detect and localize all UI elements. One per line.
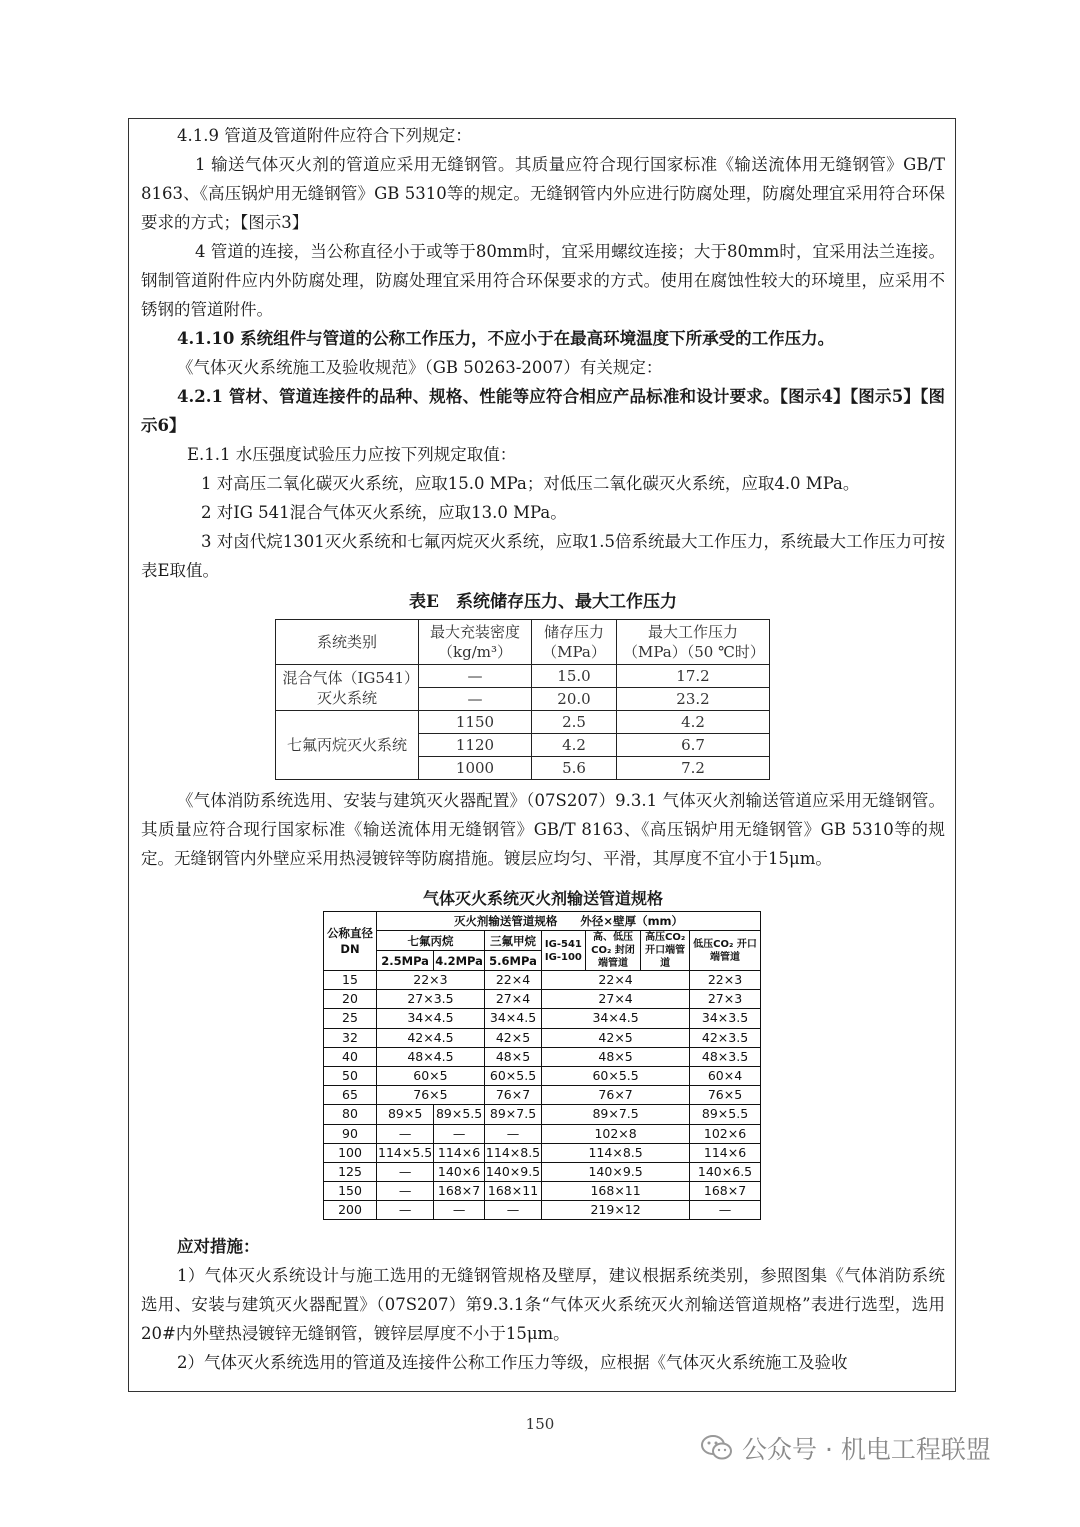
table-cell: — [434, 1124, 485, 1143]
table-header: 5.6MPa [484, 951, 541, 971]
table-cell: — [377, 1201, 434, 1220]
clause-4-1-10: 4.1.10 系统组件与管道的公称工作压力，不应小于在最高环境温度下所承受的工作压力。 [177, 329, 835, 348]
table-row [324, 971, 761, 990]
table-cell: 1150 [419, 711, 532, 734]
table-cell: 2.5 [532, 711, 617, 734]
table-cell: 22×3 [377, 971, 485, 990]
measures-heading: 应对措施： [177, 1237, 260, 1257]
table-cell: 114×8.5 [542, 1143, 690, 1162]
page-content [141, 121, 945, 1377]
table-cell: 89×5.5 [434, 1105, 485, 1124]
table-cell: 34×3.5 [690, 1009, 761, 1028]
table-cell: 42×5 [542, 1028, 690, 1047]
table-cell: 7.2 [617, 757, 770, 780]
table-header: 高压CO₂ 开口端管道 [641, 931, 690, 971]
clause-4-1-9: 4.1.9 管道及管道附件应符合下列规定： [177, 126, 472, 145]
table-cell: 1000 [419, 757, 532, 780]
pipe-spec-table [323, 911, 761, 1220]
table-cell: 89×7.5 [542, 1105, 690, 1124]
table-cell: 5.6 [532, 757, 617, 780]
table-cell: — [690, 1201, 761, 1220]
measure-2: 2）气体灭火系统选用的管道及连接件公称工作压力等级，应根据《气体灭火系统施工及验收 [177, 1353, 848, 1373]
table-header: 最大充装密度（kg/m³） [419, 620, 532, 665]
table-header: 低压CO₂ 开口端管道 [690, 931, 761, 971]
table-cell: 140×6 [434, 1162, 485, 1181]
table-cell: 168×11 [542, 1182, 690, 1201]
table-row [324, 1009, 761, 1028]
table-cell: 27×3 [690, 990, 761, 1009]
table-row [324, 1066, 761, 1085]
page-number: 150 [525, 1415, 555, 1433]
table-header: 七氟丙烷 [377, 931, 485, 951]
table-cell: 22×4 [542, 971, 690, 990]
table-cell: 48×5 [484, 1047, 541, 1066]
clause-4-2-1: 4.2.1 管材、管道连接件的品种、规格、性能等应符合相应产品标准和设计要求。【图示4】【图示5】【图示6】 [141, 387, 945, 435]
table-cell: 22×3 [690, 971, 761, 990]
table-cell: 114×6 [434, 1143, 485, 1162]
table-row [324, 1086, 761, 1105]
table-cell: — [419, 665, 532, 688]
table-cell: — [377, 1182, 434, 1201]
table-header: 三氟甲烷 [484, 931, 541, 951]
table-cell: 15 [324, 971, 377, 990]
table-cell: 114×8.5 [484, 1143, 541, 1162]
table-cell: 20 [324, 990, 377, 1009]
table-cell: 168×11 [484, 1182, 541, 1201]
group-label: 七氟丙烷灭火系统 [276, 711, 419, 780]
table-cell: 125 [324, 1162, 377, 1181]
table-cell: 42×4.5 [377, 1028, 485, 1047]
table-cell: 27×4 [484, 990, 541, 1009]
table-cell: 50 [324, 1066, 377, 1085]
table-cell: 48×3.5 [690, 1047, 761, 1066]
table-cell: 60×4 [690, 1066, 761, 1085]
table-row [324, 1047, 761, 1066]
table-row [324, 1182, 761, 1201]
watermark-text: 公众号 · 机电工程联盟 [742, 1435, 991, 1464]
table-cell: 89×7.5 [484, 1105, 541, 1124]
table-cell: 102×8 [542, 1124, 690, 1143]
table-cell: 76×7 [484, 1086, 541, 1105]
table-cell: 140×6.5 [690, 1162, 761, 1181]
table-cell: 40 [324, 1047, 377, 1066]
table-cell: 48×5 [542, 1047, 690, 1066]
table-row [324, 1162, 761, 1181]
table-cell: — [484, 1124, 541, 1143]
table-cell: 4.2 [532, 734, 617, 757]
table-cell: — [434, 1201, 485, 1220]
measure-1: 1）气体灭火系统设计与施工选用的无缝钢管规格及壁厚，建议根据系统类别，参照图集《气体消防系统选用、安装与建筑灭火器配置》（07S207）第9.3.1条“气体灭火系统灭火剂输送管道规格”表进行选型，选用20#内外壁热浸镀锌无缝钢管，镀锌层厚度不小于15μm。 [141, 1266, 945, 1344]
table-cell: 90 [324, 1124, 377, 1143]
table-row [324, 1201, 761, 1220]
table-cell: 34×4.5 [377, 1009, 485, 1028]
table-cell: 34×4.5 [542, 1009, 690, 1028]
table-header: IG-541 IG-100 [542, 931, 585, 971]
table-cell: 6.7 [617, 734, 770, 757]
table-cell: 48×4.5 [377, 1047, 485, 1066]
table-e [275, 619, 770, 780]
table-cell: 17.2 [617, 665, 770, 688]
table-cell: 32 [324, 1028, 377, 1047]
table-cell: 4.2 [617, 711, 770, 734]
table-row [324, 1143, 761, 1162]
table-row [324, 990, 761, 1009]
table-row [324, 1105, 761, 1124]
table-header: 高、低压CO₂ 封闭端管道 [585, 931, 641, 971]
table-cell: 42×5 [484, 1028, 541, 1047]
table-cell: 114×6 [690, 1143, 761, 1162]
table-cell: 100 [324, 1143, 377, 1162]
pipe-spec-table-title: 气体灭火系统灭火剂输送管道规格 [422, 889, 663, 908]
atlas-reference-9-3-1: 《气体消防系统选用、安装与建筑灭火器配置》（07S207）9.3.1 气体灭火剂输送管道应采用无缝钢管。其质量应符合现行国家标准《输送流体用无缝钢管》GB/T 8163、《高压锅炉用无缝钢管》GB 5310等的规定。无缝钢管内外壁应采用热浸镀锌等防腐措施。镀层应均匀、平滑，其厚度不宜小于15μm。 [141, 791, 945, 868]
table-cell: 114×5.5 [377, 1143, 434, 1162]
table-cell: 60×5.5 [542, 1066, 690, 1085]
table-cell: 80 [324, 1105, 377, 1124]
table-header: 灭火剂输送管道规格 外径×壁厚（mm） [377, 912, 761, 931]
e-item-1: 1 对高压二氧化碳灭火系统，应取15.0 MPa；对低压二氧化碳灭火系统，应取4.0 MPa。 [201, 474, 860, 493]
table-cell: — [377, 1124, 434, 1143]
table-header: 最大工作压力（MPa）（50 ℃时） [617, 620, 770, 665]
table-cell: 102×6 [690, 1124, 761, 1143]
table-cell: 76×7 [542, 1086, 690, 1105]
table-cell: 25 [324, 1009, 377, 1028]
table-cell: 219×12 [542, 1201, 690, 1220]
table-row [324, 1028, 761, 1047]
group-label: 混合气体（IG541）灭火系统 [276, 665, 419, 711]
page-frame [128, 118, 956, 1392]
table-cell: 65 [324, 1086, 377, 1105]
table-cell: 168×7 [690, 1182, 761, 1201]
clause-item-1: 1 输送气体灭火剂的管道应采用无缝钢管。其质量应符合现行国家标准《输送流体用无缝钢管》GB/T 8163、《高压锅炉用无缝钢管》GB 5310等的规定。无缝钢管内外应进行防腐处理，防腐处理宜采用符合环保要求的方式；【图示3】 [141, 155, 945, 232]
table-cell: 200 [324, 1201, 377, 1220]
table-header: 储存压力（MPa） [532, 620, 617, 665]
wechat-icon [700, 1433, 734, 1463]
table-header: 公称直径 DN [324, 912, 377, 971]
table-cell: — [484, 1201, 541, 1220]
table-cell: 34×4.5 [484, 1009, 541, 1028]
table-row [324, 1124, 761, 1143]
table-e-caption: 表E 系统储存压力、最大工作压力 [409, 592, 677, 612]
table-cell: 150 [324, 1182, 377, 1201]
table-header: 系统类别 [276, 620, 419, 665]
e-item-2: 2 对IG 541混合气体灭火系统，应取13.0 MPa。 [201, 503, 567, 522]
table-cell: 89×5.5 [690, 1105, 761, 1124]
table-cell: 27×4 [542, 990, 690, 1009]
table-cell: 22×4 [484, 971, 541, 990]
table-cell: 42×3.5 [690, 1028, 761, 1047]
table-cell: 20.0 [532, 688, 617, 711]
e-item-3: 3 对卤代烷1301灭火系统和七氟丙烷灭火系统，应取1.5倍系统最大工作压力，系统最大工作压力可按表E取值。 [141, 532, 945, 580]
table-cell: 27×3.5 [377, 990, 485, 1009]
table-cell: — [419, 688, 532, 711]
table-cell: 23.2 [617, 688, 770, 711]
table-cell: 140×9.5 [542, 1162, 690, 1181]
watermark [700, 1428, 991, 1468]
table-cell: 60×5.5 [484, 1066, 541, 1085]
table-cell: 1120 [419, 734, 532, 757]
table-cell: 76×5 [690, 1086, 761, 1105]
code-reference: 《气体灭火系统施工及验收规范》（GB 50263-2007）有关规定： [177, 358, 663, 377]
table-cell: 76×5 [377, 1086, 485, 1105]
table-cell: 60×5 [377, 1066, 485, 1085]
clause-item-4: 4 管道的连接，当公称直径小于或等于80mm时，宜采用螺纹连接；大于80mm时，宜采用法兰连接。钢制管道附件应内外防腐处理，防腐处理宜采用符合环保要求的方式。使用在腐蚀性较大的环境里，应采用不锈钢的管道附件。 [141, 242, 945, 319]
table-cell: 15.0 [532, 665, 617, 688]
table-header: 4.2MPa [434, 951, 485, 971]
table-cell: 140×9.5 [484, 1162, 541, 1181]
table-cell: 89×5 [377, 1105, 434, 1124]
clause-e-1-1: E.1.1 水压强度试验压力应按下列规定取值： [187, 445, 517, 464]
table-cell: — [377, 1162, 434, 1181]
measures-section [141, 1232, 945, 1377]
table-cell: 168×7 [434, 1182, 485, 1201]
table-header: 2.5MPa [377, 951, 434, 971]
